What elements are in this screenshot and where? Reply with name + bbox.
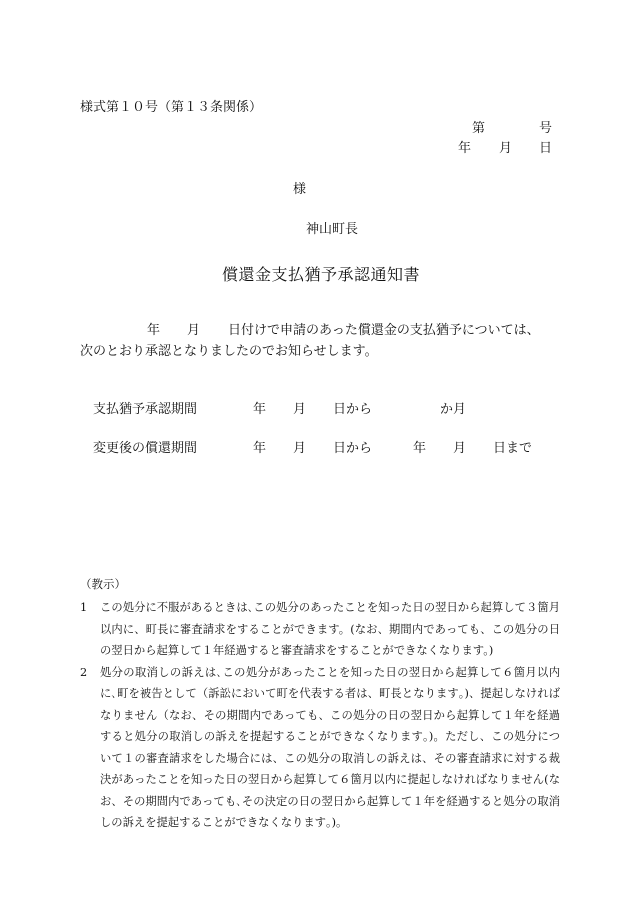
notice-heading: （教示） [80, 577, 126, 591]
body-year: 年 [147, 323, 161, 338]
body-line2: 次のとおり承認となりましたのでお知らせします。 [80, 344, 378, 359]
doc-number-prefix: 第 [472, 121, 486, 136]
body-line1: 日付けで申請のあった償還金の支払猶予については、 [228, 323, 540, 338]
repayment-period-year: 年 [253, 441, 267, 456]
notice-item-number: 1 [80, 601, 88, 614]
grace-period-label: 支払猶予承認期間 [93, 402, 198, 417]
grace-period-from: 日から [333, 402, 373, 417]
repayment-period-year2: 年 [413, 441, 427, 456]
grace-period-month: 月 [293, 402, 307, 417]
notice-item-number: 2 [80, 665, 88, 679]
issuer-name: 神山町長 [306, 222, 359, 237]
grace-period-year: 年 [253, 402, 267, 417]
document-title: 償還金支払猶予承認通知書 [222, 265, 421, 284]
addressee-suffix: 様 [293, 182, 307, 197]
repayment-period-from: 日から [333, 441, 373, 456]
doc-number-suffix: 号 [539, 121, 553, 136]
grace-period-months: か月 [440, 402, 467, 417]
notice-item-text: この処分に不服があるときは､この処分のあったことを知った日の翌日から起算して３箇月以内に、町長に審査請求をすることができます。(なお、期間内であっても、この処分の日の翌日から起算して１年経過すると審査請求をすることができなくなります。) [100, 601, 560, 657]
notice-list [80, 597, 560, 834]
repayment-period-label: 変更後の償還期間 [93, 441, 198, 456]
doc-date-year: 年 [458, 141, 472, 156]
doc-date-month: 月 [499, 141, 513, 156]
notice-item-text: 処分の取消しの訴えは､この処分があったことを知った日の翌日から起算して６箇月以内に､町を被告として（訴訟において町を代表する者は、町長となります｡)、提起しなければなりません（なお、その期間内であっても、この処分の日の翌日から起算して１年を経過すると処分の取消しの訴えを提起することができなくなります｡)。ただし、この処分について１の審査請求をした場合には、この処分の取消しの訴えは、その審査請求に対する裁決があったことを知った日の翌日から起算して６箇月以内に提起しなければなりません(なお、その期間内であっても､その決定の日の翌日から起算して１年を経過すると処分の取消しの訴えを提起することができなくなります｡)。 [100, 665, 560, 829]
notice-item [80, 597, 560, 662]
repayment-period-until: 日まで [493, 441, 533, 456]
repayment-period-month2: 月 [453, 441, 467, 456]
repayment-period-month: 月 [293, 441, 307, 456]
body-month: 月 [187, 323, 201, 338]
notice-item [80, 662, 560, 834]
form-label: 様式第１０号（第１３条関係） [80, 100, 263, 115]
doc-date-day: 日 [539, 141, 553, 156]
